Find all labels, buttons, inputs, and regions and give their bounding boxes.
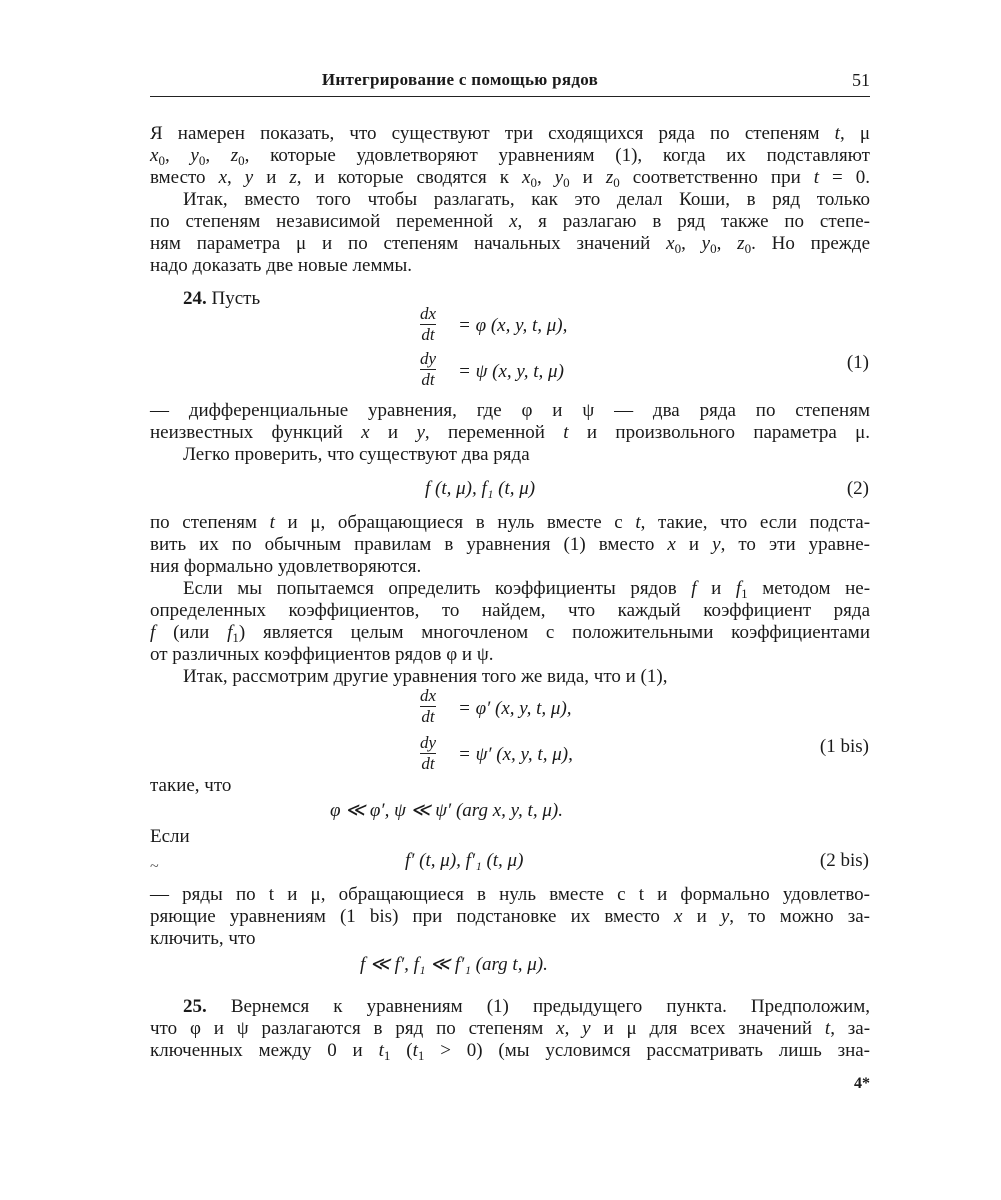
equation-number-2: (2) xyxy=(846,478,869,499)
text-line: Я намерен показать, что существуют три сходящихся ряда по степеням t, μ xyxy=(150,123,871,144)
text-line: неизвестных функций x и y, переменной t и произвольного параметра μ. xyxy=(150,422,871,443)
text-line: — дифференциальные уравнения, где φ и ψ — два ряда по степеням xyxy=(150,400,870,421)
equation-number-1: (1) xyxy=(846,352,869,373)
text-line: 25. Вернемся к уравнениям (1) предыдущего пункта. Предположим, xyxy=(183,996,870,1017)
text-line: вить их по обычным правилам в уравнения (1) вместо x и y, то эти уравне- xyxy=(150,534,871,555)
equation-1b: = ψ (x, y, t, μ) xyxy=(458,361,564,382)
text-line: от различных коэффициентов рядов φ и ψ. xyxy=(150,644,494,665)
signature-mark: 4* xyxy=(854,1075,870,1092)
running-header-title: Интегрирование с помощью рядов xyxy=(321,70,599,89)
text-line: ням параметра μ и по степеням начальных значений $x_0$, $y_0$, $z_0$. Но прежде xyxy=(150,233,871,256)
stray-mark: ~ xyxy=(150,858,159,875)
equation-number-1bis: (1 bis) xyxy=(819,736,869,757)
inequality-phi-psi: φ ≪ φ′, ψ ≪ ψ′ (arg x, y, t, μ). xyxy=(330,800,563,821)
fraction-dx-dt: $\frac{dx}{dt}$ xyxy=(420,686,437,726)
equation-2bis: f′ (t, μ), f′₁ (t, μ) xyxy=(405,850,524,871)
equation-1bis-a: = φ′ (x, y, t, μ), xyxy=(458,698,572,719)
fraction-dy-dt: $\frac{dy}{dt}$ xyxy=(420,349,437,389)
text-line: по степеням независимой переменной x, я разлагаю в ряд также по степе- xyxy=(150,211,871,232)
text-line: Итак, рассмотрим другие уравнения того же вида, что и (1), xyxy=(183,666,668,687)
section-24-heading: 24. Пусть xyxy=(183,288,261,309)
text-line: Итак, вместо того чтобы разлагать, как это делал Коши, в ряд только xyxy=(183,189,870,210)
text-line: — ряды по t и μ, обращающиеся в нуль вместе с t и формально удовлетво- xyxy=(150,884,870,905)
page-number: 51 xyxy=(852,70,870,90)
fraction-dy-dt: $\frac{dy}{dt}$ xyxy=(420,733,437,773)
text-line: Если xyxy=(150,826,190,847)
equation-1a: = φ (x, y, t, μ), xyxy=(458,315,568,336)
inequality-f: f ≪ f′, f₁ ≪ f′₁ (arg t, μ). xyxy=(360,954,548,975)
text-line: по степеням t и μ, обращающиеся в нуль вместе с t, такие, что если подста- xyxy=(150,512,871,533)
text-line: вместо x, y и z, и которые сводятся к $x_0$, $y_0$ и $z_0$ соответственно при t = 0. xyxy=(150,167,870,190)
text-line: надо доказать две новые леммы. xyxy=(150,255,413,276)
equation-number-2bis: (2 bis) xyxy=(819,850,869,871)
text-line: Если мы попытаемся определить коэффициенты рядов f и $f_1$ методом не- xyxy=(183,578,871,601)
text-line: $x_0$, $y_0$, $z_0$, которые удовлетворяют уравнениям (1), когда их подставляют xyxy=(150,145,870,168)
equation-1bis-b: = ψ′ (x, y, t, μ), xyxy=(458,744,573,765)
header-rule xyxy=(150,96,870,97)
text-line: Легко проверить, что существуют два ряда xyxy=(183,444,530,465)
text-line: такие, что xyxy=(150,775,232,796)
text-line: определенных коэффициентов, то найдем, что каждый коэффициент ряда xyxy=(150,600,870,621)
text-line: f (или $f_1$) является целым многочленом с положительными коэффициентами xyxy=(150,622,871,645)
text-line: ряющие уравнениям (1 bis) при подстановке их вместо x и y, то можно за- xyxy=(150,906,871,927)
text-line: ключить, что xyxy=(150,928,256,949)
text-line: что φ и ψ разлагаются в ряд по степеням x, y и μ для всех значений t, за- xyxy=(150,1018,871,1039)
text-line: ключенных между 0 и $t_1$ $(t_1 > 0)$ (мы условимся рассматривать лишь зна- xyxy=(150,1040,871,1063)
equation-2: f (t, μ), f₁ (t, μ) xyxy=(425,478,536,499)
text-line: ния формально удовлетворяются. xyxy=(150,556,422,577)
fraction-dx-dt: $\frac{dx}{dt}$ xyxy=(420,304,437,344)
